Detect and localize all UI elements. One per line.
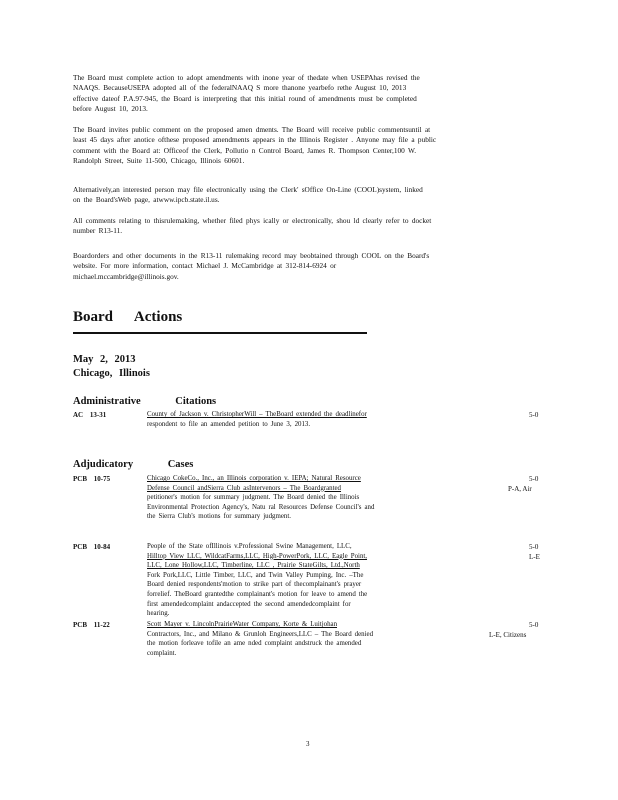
adjudicatory-cases-heading: Adjudicatory Cases bbox=[73, 459, 194, 470]
administrative-citations-heading: Administrative Citations bbox=[73, 396, 217, 407]
text-line: Chicago CokeCo., Inc., an Illinois corporation v. IEPA; Natural Resource bbox=[147, 475, 361, 482]
text-line: Scott Mayer v. LincolnPrairieWater Company, Korte & Luitjohan bbox=[147, 621, 338, 628]
page-number: 3 bbox=[306, 740, 310, 748]
text-line: The Board must complete action to adopt amendments with inone year of thedate when USEPAhas revised the bbox=[73, 73, 420, 82]
text-line: Boardorders and other documents in the R13-11 rulemaking record may beobtained through COOL on the Board's bbox=[73, 251, 430, 260]
text-line: respondent to file an amended petition to June 3, 2013. bbox=[147, 420, 311, 428]
case-number: PCB 10-84 bbox=[73, 543, 111, 551]
case-description bbox=[147, 620, 461, 658]
case-type: L-E, Citizens bbox=[489, 631, 527, 639]
text-line: Environmental Protection Agency's, Natu ral Resources Defense Council's and bbox=[147, 503, 375, 511]
intro-paragraph-1 bbox=[73, 73, 529, 115]
case-number: PCB 11-22 bbox=[73, 621, 110, 629]
text-line: All comments relating to thisrulemaking, whether filed phys ically or electronically, shou ld clearly refer to docket bbox=[73, 216, 432, 225]
text-line: comment with the Board at: Officeof the Clerk, Pollutio n Control Board, James R. Thompson Center,100 W. bbox=[73, 145, 417, 155]
case-type: L-E bbox=[529, 553, 540, 561]
text-line: Hilltop View LLC, WildcatFarms,LLC, High-PowerPork, LLC, Eagle Point, bbox=[147, 552, 368, 560]
vote-count: 5-0 bbox=[529, 411, 539, 419]
case-number: PCB 10-75 bbox=[73, 475, 111, 483]
text-line: number R13-11. bbox=[73, 226, 123, 236]
title-underline bbox=[73, 332, 367, 334]
text-line: Contractors, Inc., and Milano & Grunloh Engineers,LLC – The Board denied bbox=[147, 630, 374, 638]
text-line: Board denied respondents'motion to strike part of thecomplainant's prayer bbox=[147, 581, 362, 589]
text-line: Alternatively,an interested person may file electronically using the Clerk' sOffice On-Line (COOL)system, linked bbox=[73, 185, 423, 194]
case-number: AC 13-31 bbox=[73, 411, 107, 419]
location-line: Chicago, Illinois bbox=[73, 368, 150, 379]
date-line: May 2, 2013 bbox=[73, 354, 136, 365]
email-link[interactable]: michael.mccambridge@illinois.gov. bbox=[73, 271, 179, 281]
text-line: forrelief. TheBoard grantedthe complainant's motion for leave to amend the bbox=[147, 590, 368, 598]
text-line: Randolph Street, Suite 11-500, Chicago, Illinois 60601. bbox=[73, 156, 245, 166]
text-line: Fork Pork,LLC, Little Timber, LLC, and Twin Valley Pumping, Inc. –The bbox=[147, 571, 364, 579]
section-title: Board Actions bbox=[73, 309, 183, 325]
text-line: County of Jackson v. ChristopherWill – TheBoard extended the deadlinefor bbox=[147, 411, 367, 418]
intro-paragraph-2 bbox=[73, 125, 529, 167]
text-line: The Board invites public comment on the proposed amen dments. The Board will receive public commentsuntil at bbox=[73, 125, 431, 134]
text-line: complaint. bbox=[147, 649, 177, 657]
text-line: effective dateof P.A.97-945, the Board is interpreting that this initial round of amendments must be completed bbox=[73, 93, 417, 103]
text-line: the Sierra Club's motions for summary judgment. bbox=[147, 513, 291, 521]
intro-paragraph-3 bbox=[73, 185, 529, 206]
text-line: before August 10, 2013. bbox=[73, 104, 148, 114]
text-line: first amendedcomplaint andaccepted the second amendedcomplaint for bbox=[147, 600, 351, 608]
case-description bbox=[147, 474, 461, 522]
case-description bbox=[147, 410, 461, 429]
vote-count: 5-0 bbox=[529, 621, 539, 629]
vote-count: 5-0 bbox=[529, 543, 539, 551]
case-description bbox=[147, 542, 461, 619]
text-line[interactable]: on the Board'sWeb page, atwww.ipcb.state.il.us. bbox=[73, 195, 220, 205]
case-type: P-A, Air bbox=[508, 485, 532, 493]
intro-paragraph-5 bbox=[73, 251, 529, 282]
text-line: petitioner's motion for summary judgment. The Board denied the Illinois bbox=[147, 494, 360, 502]
text-line: LLC, Lone Hollow,LLC, Timberline, LLC , Prairie StateGilts, Ltd.,North bbox=[147, 562, 360, 570]
text-line: website. For more information, contact Michael J. McCambridge at 312-814-6924 or bbox=[73, 261, 337, 271]
text-line: hearing. bbox=[147, 610, 170, 618]
text-line: the motion forleave tofile an ame nded complaint andstruck the amended bbox=[147, 640, 362, 648]
text-line: People of the State ofIllinois v.Professional Swine Management, LLC, bbox=[147, 543, 352, 550]
intro-paragraph-4 bbox=[73, 216, 529, 237]
text-line: least 45 days after anotice ofthese proposed amendments appears in the Illinois Register . Anyone may file a public bbox=[73, 135, 437, 145]
text-line: Defense Council andSierra Club asIntervenors – The Boardgranted bbox=[147, 484, 342, 492]
vote-count: 5-0 bbox=[529, 475, 539, 483]
text-line: NAAQS. BecauseUSEPA adopted all of the federalNAAQ S more thanone yearbefo rethe August 10, 2013 bbox=[73, 83, 407, 93]
meeting-date bbox=[73, 353, 150, 381]
